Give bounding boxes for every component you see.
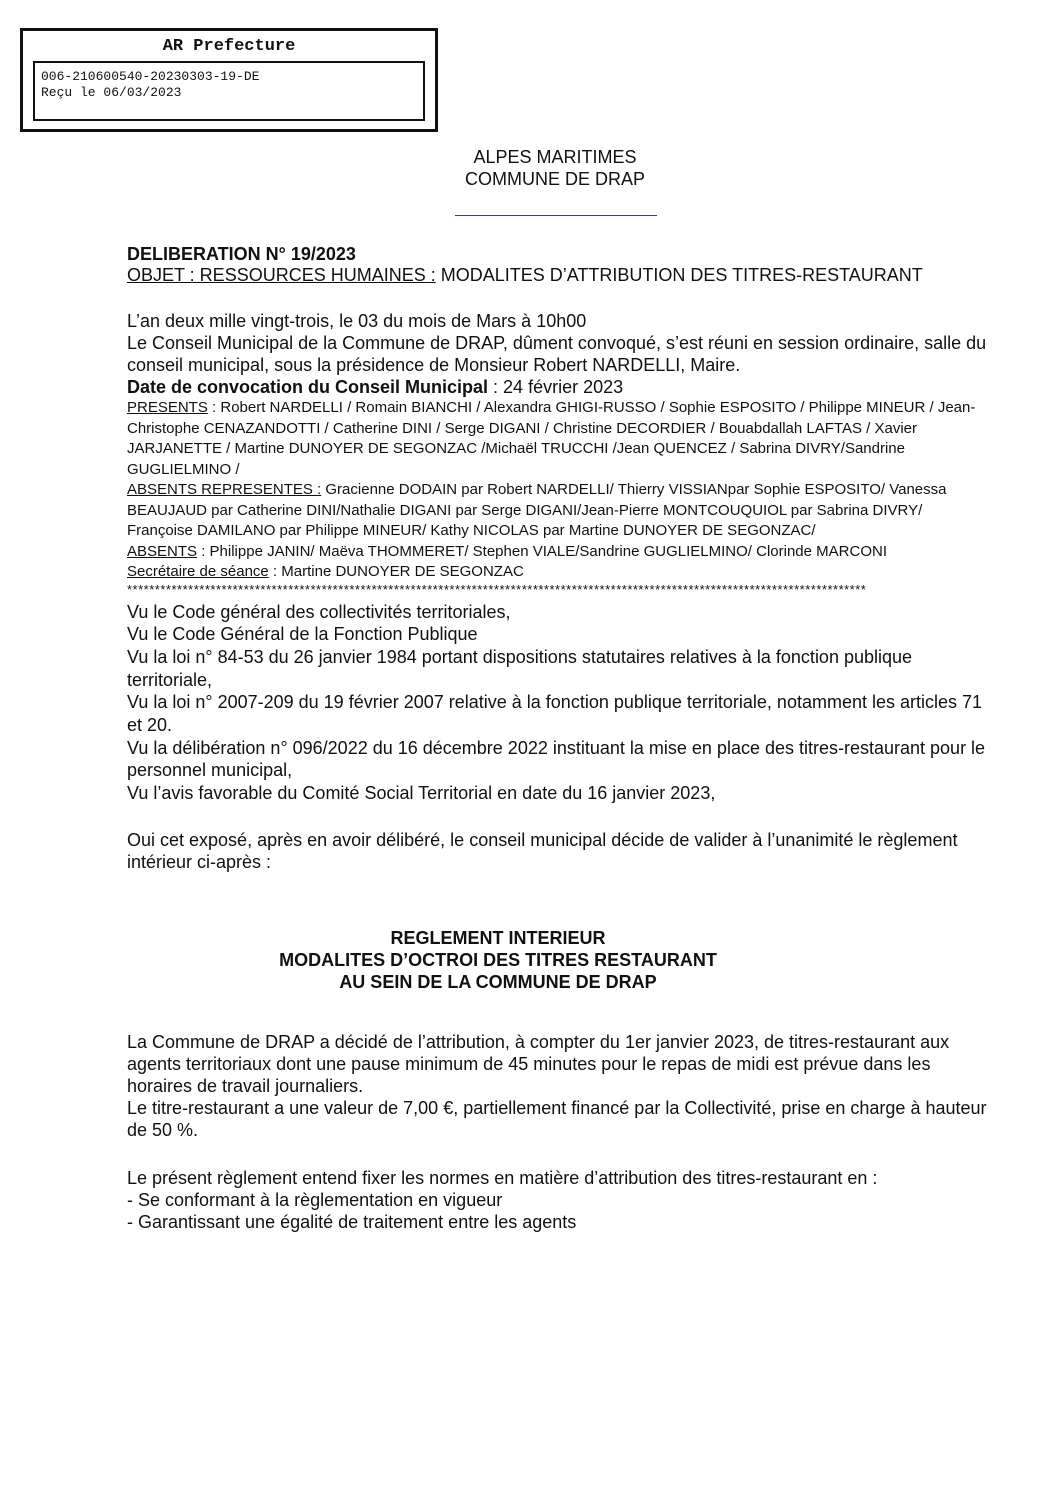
decision-text: Oui cet exposé, après en avoir délibéré, le conseil municipal décide de valider à l’unanimité le règlement intérieur ci-après : — [127, 829, 958, 872]
header-department: ALPES MARITIMES — [473, 147, 637, 167]
subject-label: OBJET : RESSOURCES HUMAINES : — [127, 265, 436, 285]
convocation-date — [127, 376, 989, 398]
reglement-title — [127, 927, 989, 993]
stamp-reference: 006-210600540-20230303-19-DE — [41, 69, 260, 84]
reglement-title-line3: AU SEIN DE LA COMMUNE DE DRAP — [339, 971, 657, 992]
legal-reference: Vu l’avis favorable du Comité Social Territorial en date du 16 janvier 2023, — [127, 783, 716, 804]
secretary-text: : Martine DUNOYER DE SEGONZAC — [268, 563, 524, 580]
reglement-bullet: - Garantissant une égalité de traitement entre les agents — [127, 1211, 577, 1232]
represented-label: ABSENTS REPRESENTES : — [127, 481, 322, 498]
reglement-title-line2: MODALITES D’OCTROI DES TITRES RESTAURANT — [279, 949, 717, 970]
reglement-intro — [127, 1031, 989, 1141]
reglement-objectives — [127, 1167, 989, 1233]
prefecture-stamp — [20, 28, 438, 132]
presents-label: PRESENTS — [127, 399, 208, 416]
legal-reference: Vu le Code général des collectivités territoriales, — [127, 601, 511, 622]
session-council: Le Conseil Municipal de la Commune de DRAP, dûment convoqué, s’est réuni en session ordinaire, salle du conseil municipal, sous la présidence de Monsieur Robert NARDELLI, Maire. — [127, 333, 987, 375]
reglement-bullet: - Se conformant à la règlementation en vigueur — [127, 1189, 503, 1210]
session-intro — [127, 310, 989, 376]
session-date: L’an deux mille vingt-trois, le 03 du mois de Mars à 10h00 — [127, 311, 587, 331]
attendance-section — [127, 398, 989, 583]
presents-text: : Robert NARDELLI / Romain BIANCHI / Alexandra GHIGI-RUSSO / Sophie ESPOSITO / Philippe MINEUR / Jean-Christophe CENAZANDOTTI / Catherine DINI / Serge DIGANI / Christine DECORDIER / Bouabdallah LAFTAS / Xavier JARJANETTE / Martine DUNOYER DE SEGONZAC /Michaël TRUCCHI /Jean QUENCEZ / Sabrina DIVRY/Sandrine GUGLIELMINO / — [127, 399, 976, 478]
deliberation-subject — [127, 265, 989, 286]
header-divider — [455, 215, 657, 216]
reglement-title-line1: REGLEMENT INTERIEUR — [390, 927, 606, 948]
absents-list — [127, 542, 989, 563]
absents-text: : Philippe JANIN/ Maëva THOMMERET/ Stephen VIALE/Sandrine GUGLIELMINO/ Clorinde MARCONI — [197, 542, 887, 560]
presents-list — [127, 398, 989, 480]
represented-list — [127, 480, 989, 542]
reglement-paragraph: Le titre-restaurant a une valeur de 7,00 €, partiellement financé par la Collectivité, prise en charge à hauteur de 50 %. — [127, 1097, 987, 1140]
secretary-line — [127, 562, 989, 583]
absents-label: ABSENTS — [127, 542, 198, 560]
convocation-value: : 24 février 2023 — [488, 377, 624, 397]
subject-text: MODALITES D’ATTRIBUTION DES TITRES-RESTAURANT — [435, 265, 923, 285]
document-body — [127, 244, 989, 1233]
deliberation-number: DELIBERATION N° 19/2023 — [127, 244, 356, 264]
stamp-details — [33, 61, 425, 121]
convocation-label: Date de convocation du Conseil Municipal — [127, 377, 489, 397]
legal-reference: Vu la loi n° 2007-209 du 19 février 2007 relative à la fonction publique territoriale, notamment les articles 71 et 20. — [127, 692, 983, 736]
stamp-received-date: Reçu le 06/03/2023 — [41, 85, 182, 100]
legal-reference: Vu le Code Général de la Fonction Publique — [127, 624, 478, 645]
reglement-paragraph: Le présent règlement entend fixer les normes en matière d’attribution des titres-restaurant en : — [127, 1167, 878, 1188]
header-commune: COMMUNE DE DRAP — [464, 169, 645, 189]
stamp-title: AR Prefecture — [162, 37, 296, 56]
secretary-label: Secrétaire de séance — [127, 563, 269, 580]
reglement-paragraph: La Commune de DRAP a décidé de l’attribution, à compter du 1er janvier 2023, de titres-restaurant aux agents territoriaux dont une pause minimum de 45 minutes pour le repas de midi est prévue dans les horaires de travail journaliers. — [127, 1031, 950, 1096]
legal-reference: Vu la délibération n° 096/2022 du 16 décembre 2022 instituant la mise en place des titres-restaurant pour le personnel municipal, — [127, 737, 986, 781]
represented-text: Gracienne DODAIN par Robert NARDELLI/ Thierry VISSIANpar Sophie ESPOSITO/ Vanessa BEAUJAUD par Catherine DINI/Nathalie DIGANI par Serge DIGANI/Jean-Pierre MONTCOUQUIOL par Sabrina DIVRY/ Françoise DAMILANO par Philippe MINEUR/ Kathy NICOLAS par Martine DUNOYER DE SEGONZAC/ — [127, 481, 947, 539]
separator-line: ************************************************************************************************************************************* — [127, 582, 867, 597]
legal-reference: Vu la loi n° 84-53 du 26 janvier 1984 portant dispositions statutaires relatives à la fonction publique territoriale, — [127, 646, 913, 690]
document-header — [400, 146, 710, 190]
legal-references — [127, 601, 989, 805]
